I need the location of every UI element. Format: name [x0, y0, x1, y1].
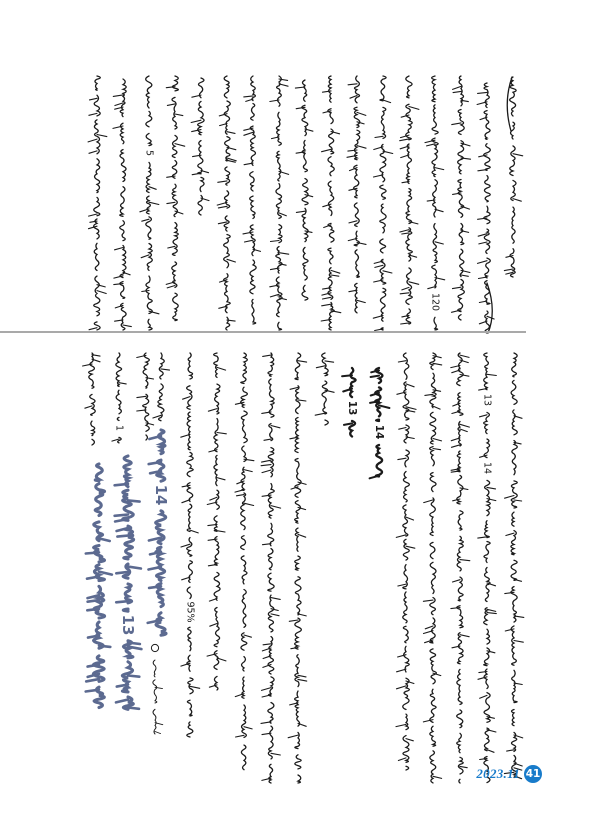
page-footer — [470, 763, 542, 785]
svg-text:14: 14 — [152, 484, 170, 506]
svg-text:1: 1 — [113, 424, 125, 432]
svg-text:5: 5 — [143, 149, 155, 157]
article-bottom-script — [83, 353, 524, 783]
svg-text:13: 13 — [346, 400, 358, 416]
svg-text:13: 13 — [481, 393, 493, 407]
article-bottom-title — [86, 430, 170, 709]
page-number-badge: 41 — [524, 765, 542, 783]
section-divider-rule — [0, 331, 526, 333]
svg-text:120: 120 — [429, 292, 441, 312]
svg-text:95%: 95% — [184, 601, 196, 623]
byline-circle-marker — [151, 644, 158, 651]
svg-text:14: 14 — [481, 461, 493, 475]
article-bottom-byline — [151, 644, 162, 734]
svg-text:14: 14 — [373, 424, 385, 440]
svg-text:13: 13 — [119, 614, 137, 636]
article-top-script — [88, 76, 523, 333]
issue-date-label: 2023.11 — [476, 766, 520, 781]
